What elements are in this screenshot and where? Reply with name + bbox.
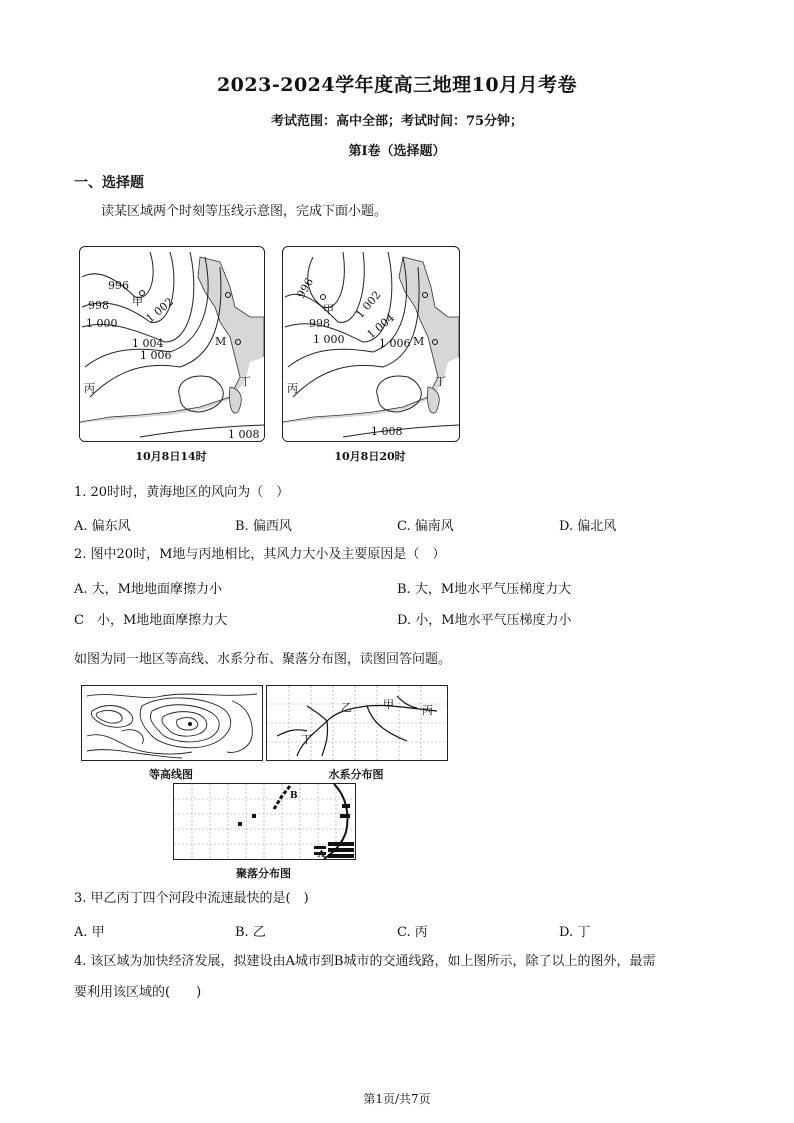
settlement-map (173, 783, 356, 860)
map2-label-998: 998 (309, 317, 330, 330)
map2-label-996: 996 (294, 275, 317, 301)
map2-label-ding: 丁 (435, 375, 446, 388)
water-system-map-caption: 水系分布图 (328, 768, 384, 781)
q2-option-b[interactable]: B. 大，M地水平气压梯度力大 (397, 582, 572, 597)
map1-label-996: 996 (108, 279, 129, 292)
map2-label-1004: 1 004 (364, 311, 398, 342)
settlement-label-a: A (318, 850, 325, 859)
map2-label-1008: 1 008 (371, 425, 403, 438)
water-label-jia: 甲 (383, 698, 394, 711)
page-number: 第1页/共7页 (363, 1092, 431, 1106)
map1-label-bing: 丙 (84, 382, 95, 395)
map1-label-ding: 丁 (240, 375, 251, 388)
map1-label-m: M (215, 335, 227, 348)
isobar-map-14h (79, 246, 265, 442)
map2-label-bing: 丙 (287, 382, 298, 395)
isobar-map-20h-drawing (283, 247, 459, 441)
q2-option-d[interactable]: D. 小，M地水平气压梯度力小 (397, 613, 572, 628)
q3-option-c[interactable]: C. 丙 (397, 925, 428, 940)
settlement-map-caption: 聚落分布图 (236, 867, 291, 880)
map2-label-jia: 甲 (323, 303, 334, 316)
q3-option-a[interactable]: A. 甲 (74, 925, 105, 940)
intro-text-2: 如图为同一地区等高线、水系分布、聚落分布图，读图回答问题。 (74, 652, 452, 667)
contour-map-caption: 等高线图 (149, 768, 193, 781)
q2-stem: 2. 图中20时，M地与丙地相比，其风力大小及主要原因是（ ） (74, 547, 446, 562)
exam-title: 2023-2024学年度高三地理10月月考卷 (216, 74, 578, 96)
q2-option-a[interactable]: A. 大，M地地面摩擦力小 (74, 582, 222, 597)
water-system-map-drawing (267, 686, 447, 760)
isobar-map-14h-drawing (80, 247, 264, 441)
isobar-map-20h (282, 246, 460, 442)
q4-stem-line2: 要利用该区域的( ) (74, 985, 202, 1000)
section-heading: 一、选择题 (74, 175, 144, 191)
q1-option-d[interactable]: D. 偏北风 (559, 519, 617, 534)
water-system-map (266, 685, 448, 761)
intro-text-1: 读某区域两个时刻等压线示意图，完成下面小题。 (101, 204, 388, 219)
water-label-ding: 丁 (301, 733, 312, 746)
q3-stem: 3. 甲乙丙丁四个河段中流速最快的是( ) (74, 891, 309, 906)
settlement-map-drawing (174, 784, 355, 859)
q1-stem: 1. 20时时，黄海地区的风向为（ ） (74, 485, 290, 500)
q3-option-d[interactable]: D. 丁 (559, 925, 591, 940)
q2-option-c[interactable]: C 小，M地地面摩擦力大 (74, 613, 228, 628)
q3-option-b[interactable]: B. 乙 (235, 925, 266, 940)
map1-caption: 10月8日14时 (135, 450, 207, 463)
map2-label-1006: 1 006 (379, 337, 411, 350)
contour-map (81, 685, 263, 761)
map1-label-1000: 1 000 (86, 317, 118, 330)
map2-caption: 10月8日20时 (334, 450, 406, 463)
water-label-yi: 乙 (341, 701, 352, 714)
map1-label-1006: 1 006 (140, 349, 172, 362)
q1-option-a[interactable]: A. 偏东风 (74, 519, 131, 534)
map1-label-1008: 1 008 (228, 428, 260, 441)
q1-option-b[interactable]: B. 偏西风 (235, 519, 292, 534)
settlement-label-b: B (290, 791, 298, 801)
map1-label-998: 998 (88, 299, 109, 312)
map2-label-m: M (413, 335, 425, 348)
volume-heading: 第I卷（选择题） (348, 144, 446, 159)
water-label-bing: 丙 (422, 704, 433, 717)
map1-label-jia: 甲 (132, 295, 143, 308)
map2-label-1000: 1 000 (313, 333, 345, 346)
contour-map-drawing (82, 686, 262, 760)
exam-subtitle: 考试范围：高中全部；考试时间：75分钟； (270, 114, 524, 129)
q4-stem-line1: 4. 该区域为加快经济发展，拟建设由A城市到B城市的交通线路，如上图所示，除了以上的图外，最需 (74, 954, 656, 969)
map1-label-1004: 1 004 (132, 337, 164, 350)
q1-option-c[interactable]: C. 偏南风 (397, 519, 454, 534)
map1-label-1002: 1 002 (143, 295, 177, 326)
map2-label-1002: 1 002 (353, 288, 384, 321)
